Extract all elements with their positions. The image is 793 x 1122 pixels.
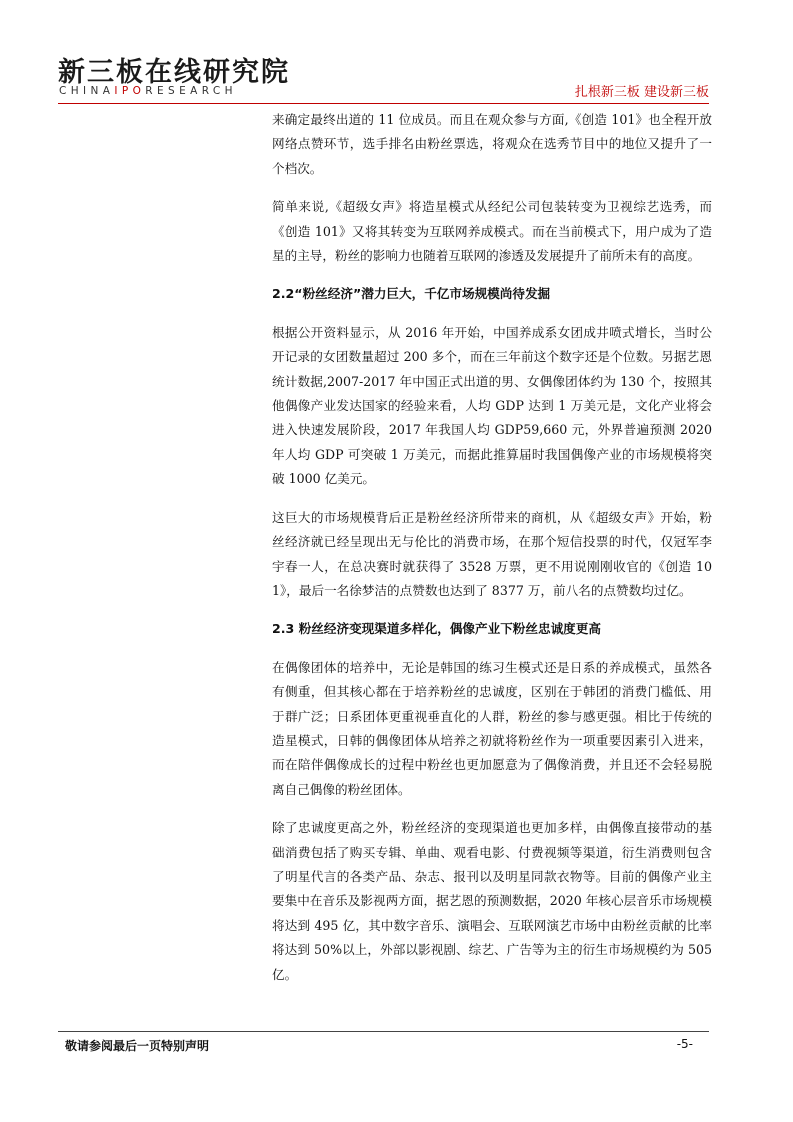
logo-en-research: RESEARCH: [145, 85, 237, 97]
page-number: -5-: [676, 1037, 693, 1051]
spacer: [272, 268, 712, 282]
paragraph-2: 简单来说,《超级女声》将造星模式从经纪公司包装转变为卫视综艺选秀，而《创造 101》又将其转变为互联网养成模式。而在当前模式下，用户成为了造星的主导，粉丝的影响力也随着互联网的渗透及发展提升了前所未有的高度。: [272, 199, 712, 264]
paragraph-6: 除了忠诚度更高之外，粉丝经济的变现渠道也更加多样，由偶像直接带动的基础消费包括了购买专辑、单曲、观看电影、付费视频等渠道，衍生消费则包含了明星代言的各类产品、杂志、报刊以及明星同款衣物等。目前的偶像产业主要集中在音乐及影视两方面，据艺恩的预测数据，2020 年核心层音乐市场规模将达到 495 亿，其中数字音乐、演唱会、互联网演艺市场中由粉丝贡献的比率将达到 50%以上，外部以影视剧、综艺、广告等为主的衍生市场规模约为 505 亿。: [272, 820, 712, 982]
header-slogan: 扎根新三板 建设新三板: [574, 85, 709, 100]
logo-english: [59, 85, 237, 97]
spacer: [272, 642, 712, 656]
logo-en-china: CHINA: [59, 85, 115, 97]
spacer: [272, 181, 712, 195]
spacer: [272, 307, 712, 321]
spacer: [272, 802, 712, 816]
paragraph-1: 来确定最终出道的 11 位成员。而且在观众参与方面,《创造 101》也全程开放网络点赞环节，选手排名由粉丝票选，将观众在选秀节目中的地位又提升了一个档次。: [272, 112, 712, 176]
paragraph-3: 根据公开资料显示，从 2016 年开始，中国养成系女团成井喷式增长，当时公开记录的女团数量超过 200 多个，而在三年前这个数字还是个位数。另据艺恩统计数据,2007-2017 年中国正式出道的男、女偶像团体约为 130 个，按照其他偶像产业发达国家的经验来看，人均 GDP 达到 1 万美元是，文化产业将会进入快速发展阶段，2017 年我国人均 GDP59,660 元，外界普遍预测 2020 年人均 GDP 可突破 1 万美元，而据此推算届时我国偶像产业的市场规模将突破 1000 亿美元。: [272, 324, 712, 487]
section-title-2-3: 2.3 粉丝经济变现渠道多样化，偶像产业下粉丝忠诚度更高: [272, 621, 601, 637]
paragraph-4: 这巨大的市场规模背后正是粉丝经济所带来的商机，从《超级女声》开始，粉丝经济就已经呈现出无与伦比的消费市场，在那个短信投票的时代，仅冠军李宇春一人，在总决赛时就获得了 3528 万票，更不用说刚刚收官的《创造 101》，最后一名徐梦洁的点赞数也达到了 8377 万，前八名的点赞数均过亿。: [272, 509, 712, 598]
page-header: [0, 0, 793, 106]
spacer: [272, 603, 712, 617]
header-divider: [58, 103, 709, 104]
paragraph-5: 在偶像团体的培养中，无论是韩国的练习生模式还是日系的养成模式，虽然各有侧重，但其核心都在于培养粉丝的忠诚度，区别在于韩团的消费门槛低、用于群广泛；日系团体更重视垂直化的人群，粉丝的参与感更强。相比于传统的造星模式，日韩的偶像团体从培养之初就将粉丝作为一项重要因素引入进来，而在陪伴偶像成长的过程中粉丝也更加愿意为了偶像消费，并且还不会轻易脱离自己偶像的粉丝团体。: [272, 659, 712, 797]
spacer: [272, 492, 712, 506]
main-content: [272, 108, 712, 987]
section-title-2-2: 2.2“粉丝经济”潜力巨大，千亿市场规模尚待发掘: [272, 286, 551, 302]
disclaimer-note: 敬请参阅最后一页特别声明: [65, 1039, 210, 1053]
footer-divider: [58, 1031, 709, 1032]
logo-en-ipo: IPO: [114, 85, 146, 97]
logo-chinese: 新三板在线研究院: [58, 57, 290, 88]
